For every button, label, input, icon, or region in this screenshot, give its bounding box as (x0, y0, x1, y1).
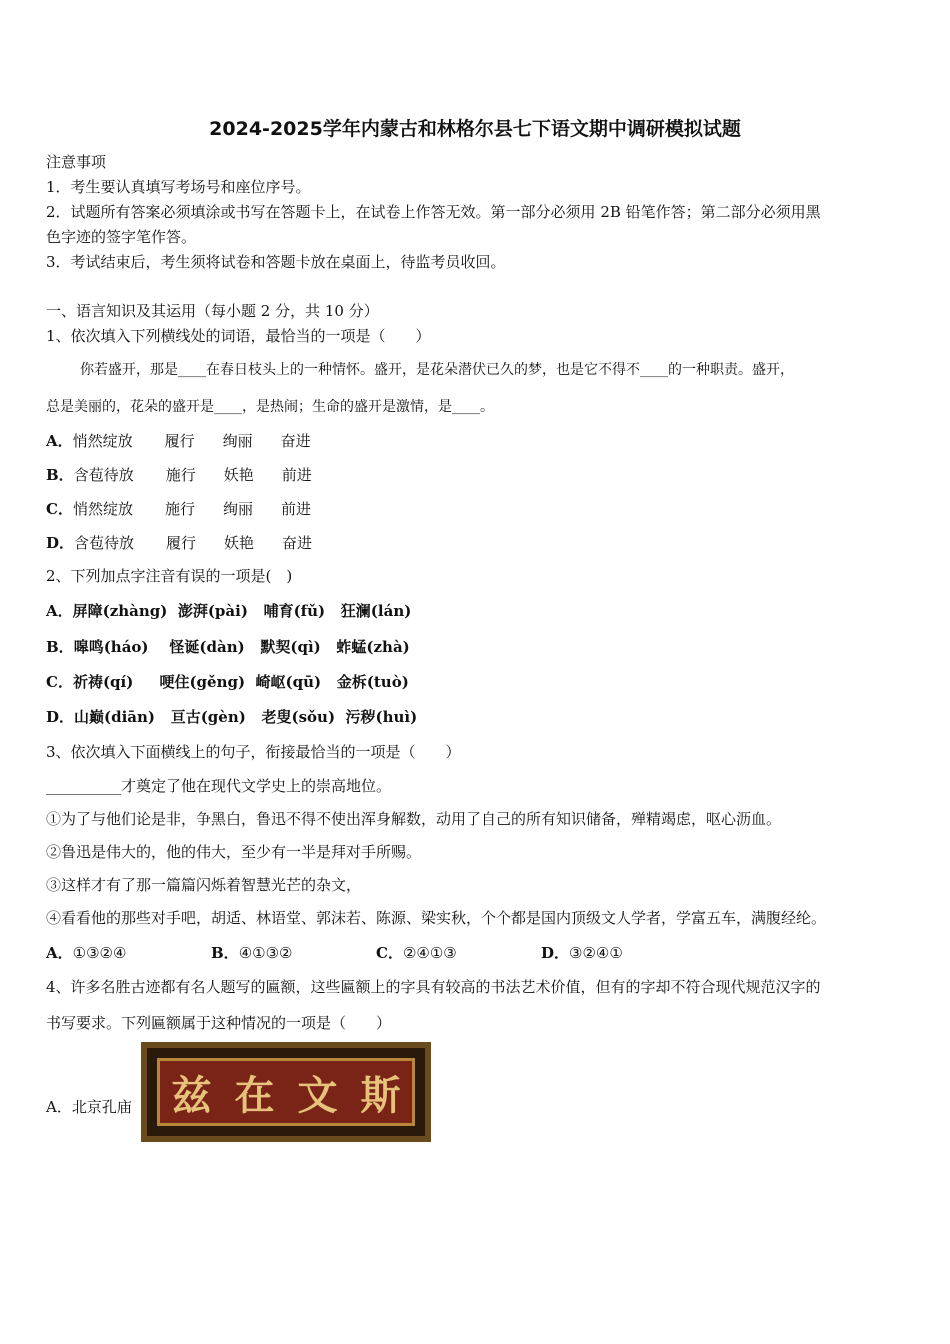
question-1-passage: 总是美丽的，花朵的盛开是____，是热闹；生命的盛开是激情，是____。 (46, 399, 494, 415)
option-word: 奋进 (282, 534, 313, 552)
option-word: 悄然绽放 (72, 432, 133, 450)
question-1-option-d (46, 532, 312, 553)
option-label: A． (46, 944, 73, 962)
notice-item: 3．考试结束后，考生须将试卷和答题卡放在桌面上，待监考员收回。 (46, 253, 506, 271)
notice-item: 色字迹的签字笔作答。 (46, 228, 197, 246)
question-1-stem: 1、依次填入下列横线处的词语，最恰当的一项是（ ） (46, 327, 431, 345)
option-word: 妖艳 (223, 466, 254, 484)
plaque-character: 在 (234, 1071, 275, 1119)
option-label: B． (46, 638, 74, 656)
question-3-option-d (541, 942, 623, 963)
option-word: 悄然绽放 (72, 500, 133, 518)
option-word: 绚丽 (222, 500, 253, 518)
option-word: 履行 (164, 432, 195, 450)
section-heading: 一、语言知识及其运用（每小题 2 分，共 10 分） (46, 302, 379, 320)
notice-item: 1．考生要认真填写考场号和座位序号。 (46, 178, 311, 196)
plaque-image (141, 1042, 431, 1142)
option-label: A． (46, 432, 73, 450)
question-3-sentence: ④看看他的那些对手吧，胡适、林语堂、郭沫若、陈源、梁实秋，个个都是国内顶级文人学者，学富五车，满腹经纶。 (46, 909, 827, 927)
question-1-option-a (46, 430, 311, 451)
option-text: ③②④① (569, 944, 623, 962)
question-3-option-a (46, 942, 211, 963)
option-word: 含苞待放 (74, 534, 135, 552)
question-4-stem: 书写要求。下列匾额属于这种情况的一项是（ ） (46, 1014, 392, 1032)
question-1-option-c (46, 498, 311, 519)
option-label: C． (46, 673, 73, 691)
question-2-option-b (46, 636, 410, 657)
option-text: ④①③② (238, 944, 293, 962)
question-3-blank-line: __________才奠定了他在现代文学史上的崇高地位。 (46, 777, 392, 795)
question-3-options (46, 942, 623, 963)
option-text: 山巅(diān) 亘古(gèn) 老叟(sǒu) 污秽(huì) (74, 708, 418, 726)
option-word: 履行 (166, 534, 197, 552)
option-text: 祈祷(qí) 哽住(gěng) 崎岖(qū) 金柝(tuò) (72, 673, 409, 691)
question-1-option-b (46, 464, 312, 485)
plaque-board (157, 1058, 415, 1126)
option-label: C． (46, 500, 73, 518)
notice-heading: 注意事项 (46, 153, 107, 171)
option-word: 含苞待放 (73, 466, 134, 484)
option-text: ①③②④ (72, 944, 127, 962)
option-word: 前进 (281, 466, 312, 484)
plaque-character: 文 (297, 1071, 338, 1119)
option-word: 施行 (164, 500, 195, 518)
option-label: D． (541, 944, 570, 962)
option-word: 前进 (280, 500, 311, 518)
option-word: 施行 (165, 466, 196, 484)
option-label: B． (46, 466, 74, 484)
question-2-stem: 2、下列加点字注音有误的一项是( ) (46, 567, 293, 585)
option-label: D． (46, 534, 75, 552)
question-3-sentence: ②鲁迅是伟大的，他的伟大，至少有一半是拜对手所赐。 (46, 843, 422, 861)
option-label: C． (376, 944, 403, 962)
question-3-option-c (376, 942, 541, 963)
option-word: 妖艳 (224, 534, 255, 552)
option-word: 绚丽 (222, 432, 253, 450)
option-a-label: A．北京孔庙 (46, 1098, 132, 1116)
option-text: ②④①③ (402, 944, 457, 962)
question-1-passage: 你若盛开，那是____在春日枝头上的一种情怀。盛开，是花朵潜伏已久的梦，也是它不得不____的一种职责。盛开， (80, 362, 794, 378)
question-2-option-c (46, 671, 409, 692)
option-label: B． (211, 944, 239, 962)
question-3-stem: 3、依次填入下面横线上的句子，衔接最恰当的一项是（ ） (46, 743, 461, 761)
page-title: 2024-2025学年内蒙古和林格尔县七下语文期中调研模拟试题 (209, 118, 741, 140)
notice-item: 2．试题所有答案必须填涂或书写在答题卡上，在试卷上作答无效。第一部分必须用 2B 铅笔作答；第二部分必须用黑 (46, 203, 821, 221)
option-word: 奋进 (280, 432, 311, 450)
question-2-option-a (46, 600, 411, 621)
question-3-sentence: ③这样才有了那一篇篇闪烁着智慧光芒的杂文， (46, 876, 362, 894)
question-2-option-d (46, 706, 417, 727)
plaque-character: 兹 (171, 1071, 212, 1119)
plaque-character: 斯 (360, 1071, 401, 1119)
option-text: 嗥鸣(háo) 怪诞(dàn) 默契(qì) 蚱蜢(zhà) (73, 638, 410, 656)
question-3-option-b (211, 942, 376, 963)
option-text: 屏障(zhàng) 澎湃(pài) 哺育(fǔ) 狂澜(lán) (72, 602, 412, 620)
question-3-sentence: ①为了与他们论是非，争黑白，鲁迅不得不使出浑身解数，动用了自己的所有知识储备，殚精竭虑，呕心沥血。 (46, 810, 782, 828)
question-4-stem: 4、许多名胜古迹都有名人题写的匾额，这些匾额上的字具有较高的书法艺术价值，但有的字却不符合现代规范汉字的 (46, 978, 821, 996)
option-label: D． (46, 708, 75, 726)
option-label: A． (46, 602, 73, 620)
